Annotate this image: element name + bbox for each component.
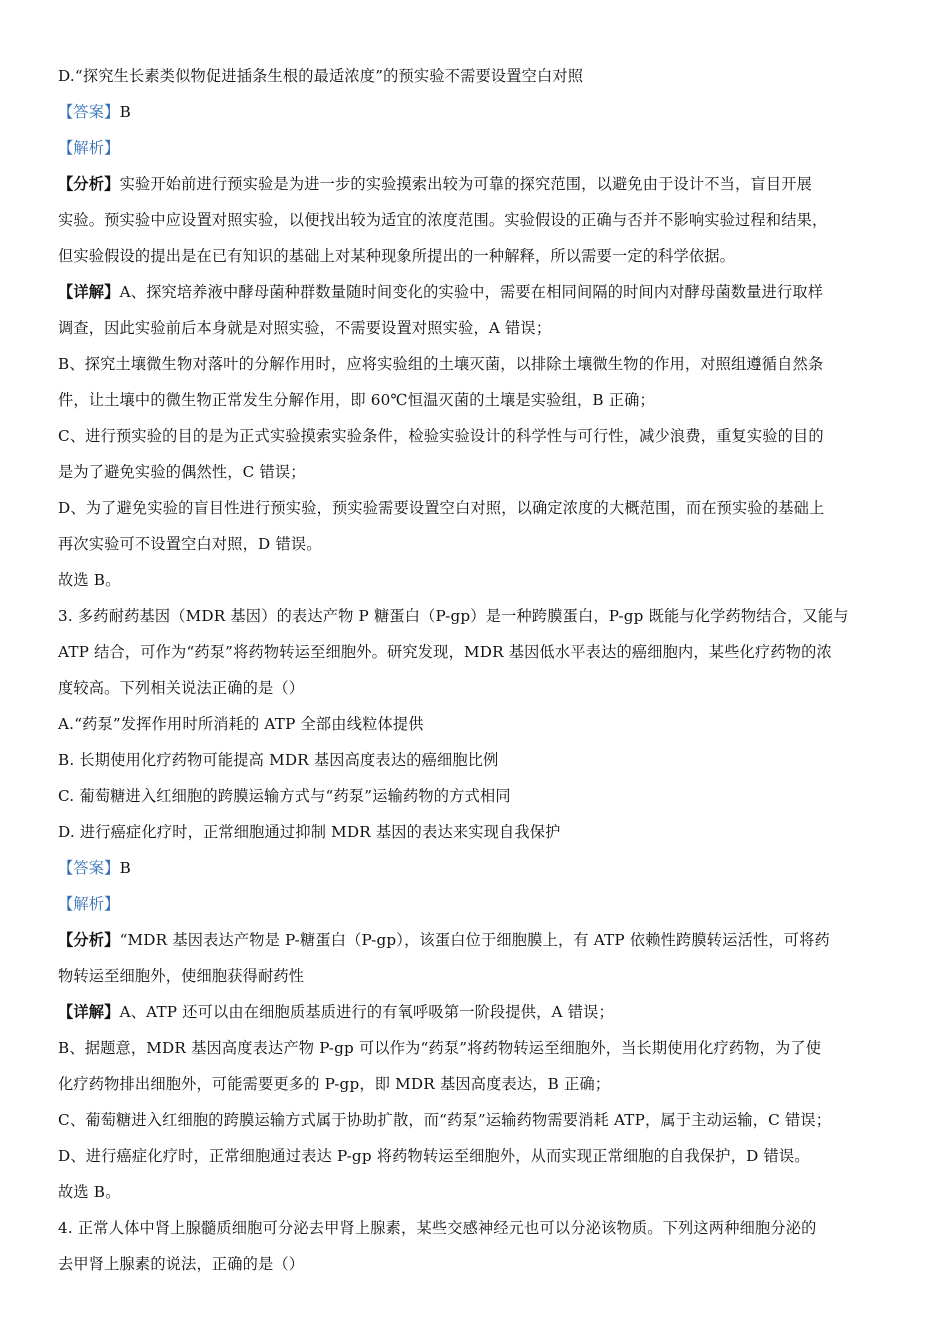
question-3-stem: ATP 结合，可作为“药泵”将药物转运至细胞外。研究发现，MDR 基因低水平表达的癌细胞内，某些化疗药物的浓	[58, 643, 832, 661]
document-page	[58, 58, 896, 1282]
conclusion-line: 故选 B。	[58, 571, 121, 589]
question-4-stem: 去甲肾上腺素的说法，正确的是（）	[58, 1255, 305, 1273]
analysis-heading	[58, 130, 896, 166]
analysis-line: 【分析】“MDR 基因表达产物是 P-糖蛋白（P-gp），该蛋白位于细胞膜上，有 ATP 依赖性跨膜转运活性，可将药	[58, 931, 830, 949]
detail-line: C、进行预实验的目的是为正式实验摸索实验条件，检验实验设计的科学性与可行性，减少浪费，重复实验的目的	[58, 427, 824, 445]
detail-line: 【详解】A、探究培养液中酵母菌种群数量随时间变化的实验中，需要在相同间隔的时间内对酵母菌数量进行取样	[58, 283, 824, 301]
detail-line: 件，让土壤中的微生物正常发生分解作用，即 60℃恒温灭菌的土壤是实验组，B 正确；	[58, 391, 655, 409]
question-3-option-a: A.“药泵”发挥作用时所消耗的 ATP 全部由线粒体提供	[58, 715, 424, 733]
detail-line: D、为了避免实验的盲目性进行预实验，预实验需要设置空白对照，以确定浓度的大概范围，而在预实验的基础上	[58, 499, 825, 517]
analysis-tag: 【解析】	[58, 139, 120, 157]
detail-line: B、据题意，MDR 基因高度表达产物 P-gp 可以作为“药泵”将药物转运至细胞外，当长期使用化疗药物，为了使	[58, 1039, 822, 1057]
section-label: 【详解】	[58, 1003, 120, 1021]
detail-line: 是为了避免实验的偶然性，C 错误；	[58, 463, 306, 481]
detail-line: 再次实验可不设置空白对照，D 错误。	[58, 535, 322, 553]
analysis-line: 实验。预实验中应设置对照实验，以便找出较为适宜的浓度范围。实验假设的正确与否并不影响实验过程和结果，	[58, 211, 828, 229]
detail-line: 调查，因此实验前后本身就是对照实验，不需要设置对照实验，A 错误；	[58, 319, 552, 337]
analysis-line: 但实验假设的提出是在已有知识的基础上对某种现象所提出的一种解释，所以需要一定的科学依据。	[58, 247, 736, 265]
question-3-option-b: B. 长期使用化疗药物可能提高 MDR 基因高度表达的癌细胞比例	[58, 751, 499, 769]
analysis-tag: 【解析】	[58, 895, 120, 913]
question-3-stem: 度较高。下列相关说法正确的是（）	[58, 679, 305, 697]
detail-line: B、探究土壤微生物对落叶的分解作用时，应将实验组的土壤灭菌，以排除土壤微生物的作用，对照组遵循自然条	[58, 355, 824, 373]
detail-line: 【详解】A、ATP 还可以由在细胞质基质进行的有氧呼吸第一阶段提供，A 错误；	[58, 1003, 614, 1021]
section-label: 【分析】	[58, 931, 120, 949]
question-3-option-c: C. 葡萄糖进入红细胞的跨膜运输方式与“药泵”运输药物的方式相同	[58, 787, 511, 805]
question-3-stem: 3. 多药耐药基因（MDR 基因）的表达产物 P 糖蛋白（P-gp）是一种跨膜蛋白，P-gp 既能与化学药物结合，又能与	[58, 607, 849, 625]
detail-line: 化疗药物排出细胞外，可能需要更多的 P-gp，即 MDR 基因高度表达，B 正确；	[58, 1075, 611, 1093]
detail-line: D、进行癌症化疗时，正常细胞通过表达 P-gp 将药物转运至细胞外，从而实现正常细胞的自我保护，D 错误。	[58, 1147, 810, 1165]
question-2-option-d: D.“探究生长素类似物促进插条生根的最适浓度”的预实验不需要设置空白对照	[58, 67, 584, 85]
answer-line: 【答案】B	[58, 103, 131, 121]
question-3-option-d: D. 进行癌症化疗时，正常细胞通过抑制 MDR 基因的表达来实现自我保护	[58, 823, 561, 841]
section-label: 【分析】	[58, 175, 120, 193]
conclusion-line: 故选 B。	[58, 1183, 121, 1201]
question-4-stem: 4. 正常人体中肾上腺髓质细胞可分泌去甲肾上腺素，某些交感神经元也可以分泌该物质。下列这两种细胞分泌的	[58, 1219, 817, 1237]
analysis-heading	[58, 886, 896, 922]
answer-line: 【答案】B	[58, 859, 131, 877]
analysis-line: 物转运至细胞外，使细胞获得耐药性	[58, 967, 305, 985]
analysis-line: 【分析】实验开始前进行预实验是为进一步的实验摸索出较为可靠的探究范围，以避免由于设计不当，盲目开展	[58, 175, 812, 193]
answer-tag: 【答案】	[58, 103, 120, 121]
detail-line: C、葡萄糖进入红细胞的跨膜运输方式属于协助扩散，而“药泵”运输药物需要消耗 ATP，属于主动运输，C 错误；	[58, 1111, 832, 1129]
section-label: 【详解】	[58, 283, 120, 301]
answer-tag: 【答案】	[58, 859, 120, 877]
